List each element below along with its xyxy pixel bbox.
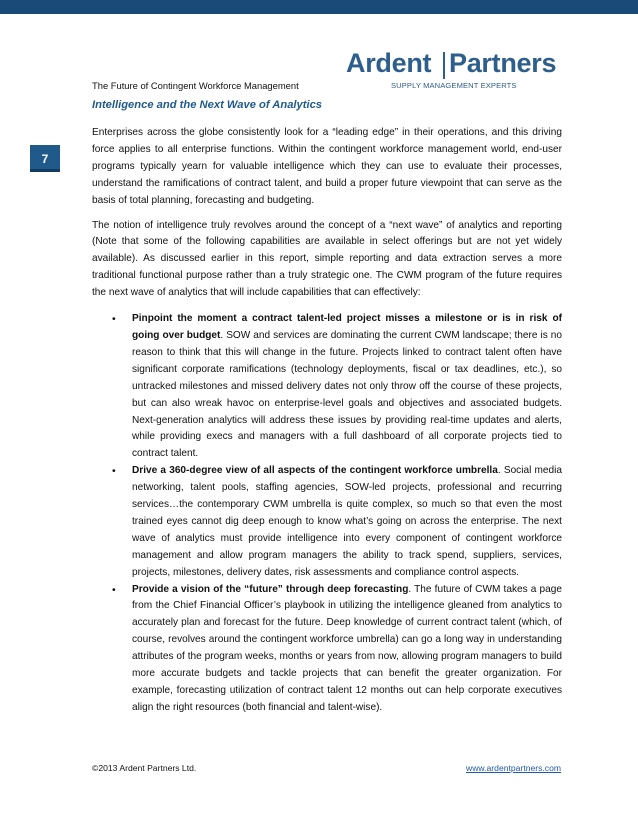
bullet-text: . SOW and services are dominating the current CWM landscape; there is no reason to think that this will change in the future. Projects linked to contract talent often have significant corporate ramifications (technology deployments, fiscal or tax deadlines, etc.), so untracked milestones and missed delivery dates not only throw off the course of these projects, but can also wreak havoc on enterprise-level goals and objectives and associated budgets. Next-generation analytics will address these issues by providing real-time updates and alerts, while providing execs and managers with a full dashboard of all corporate projects tied to contract talent. <box>132 329 562 460</box>
page-number-tab: 7 <box>30 145 60 172</box>
paragraph: Enterprises across the globe consistently look for a “leading edge” in their operations, and this driving force applies to all enterprise functions. Within the contingent workforce management world, end-user programs typically yearn for valuable intelligence which they can use to evaluate their processes, understand the ramifications of contract talent, and build a proper future viewpoint that can serve as the basis of total planning, forecasting and budgeting. <box>92 127 562 206</box>
section-heading: Intelligence and the Next Wave of Analytics <box>92 99 323 111</box>
footer-copyright: ©2013 Ardent Partners Ltd. <box>92 763 197 773</box>
document-title: The Future of Contingent Workforce Management <box>92 80 299 91</box>
bullet-text: . Social media networking, talent pools, staffing agencies, SOW-led projects, professional and recurring services…the contemporary CWM umbrella is quite complex, so much so that even the most trained eyes cannot dig deep enough to know what’s going on across the enterprise. The next wave of analytics must provide intelligence into every component of contingent workforce management and allow program managers the ability to track spend, suppliers, services, projects, milestones, delivery dates, risk assessments and compliance control aspects. <box>132 465 562 578</box>
logo-name-right: Partners <box>449 48 557 78</box>
bullet-lead: Provide a vision of the “future” through deep forecasting <box>132 583 409 595</box>
bullet-text: . The future of CWM takes a page from the Chief Financial Officer’s playbook in utilizing the intelligence gleaned from analytics to accurately plan and forecast for the future. Deep knowledge of current contract talent (which, of course, revolves around the contingent workforce umbrella) can go a long way in understanding attributes of the program weeks, months or years from now, allowing program managers to build more accurate budgets and tackle projects that can benefit the greater organization. For example, forecasting utilization of contract talent 12 months out can help corporate executives align the right resources (both financial and talent-wise). <box>132 583 562 713</box>
top-color-bar <box>0 0 638 14</box>
capability-list <box>92 311 562 717</box>
bullet-icon: • <box>112 313 116 326</box>
ardent-partners-logo <box>346 48 566 96</box>
logo-divider <box>443 52 445 79</box>
logo-name-left: Ardent <box>346 48 432 78</box>
bullet-lead: Pinpoint the moment a contract talent-led project misses a milestone or is in risk of going over budget <box>132 313 562 341</box>
list-item <box>92 311 562 463</box>
list-item <box>92 582 562 717</box>
paragraph: The notion of intelligence truly revolves around the concept of a “next wave” of analytics and reporting (Note that some of the following capabilities are available in select offerings but are not yet widely available). As discussed earlier in this report, simple reporting and data extraction serves a more traditional functional purpose rather than a truly strategic one. The CWM program of the future requires the next wave of analytics that will include capabilities that can effectively: <box>92 219 562 299</box>
logo-tagline: SUPPLY MANAGEMENT EXPERTS <box>391 81 517 90</box>
main-content <box>92 99 562 717</box>
footer-website-link[interactable]: www.ardentpartners.com <box>466 763 562 773</box>
bullet-lead: Drive a 360-degree view of all aspects of the contingent workforce umbrella <box>132 465 498 477</box>
bullet-icon: • <box>112 583 116 596</box>
list-item <box>92 463 562 581</box>
bullet-icon: • <box>112 465 116 478</box>
